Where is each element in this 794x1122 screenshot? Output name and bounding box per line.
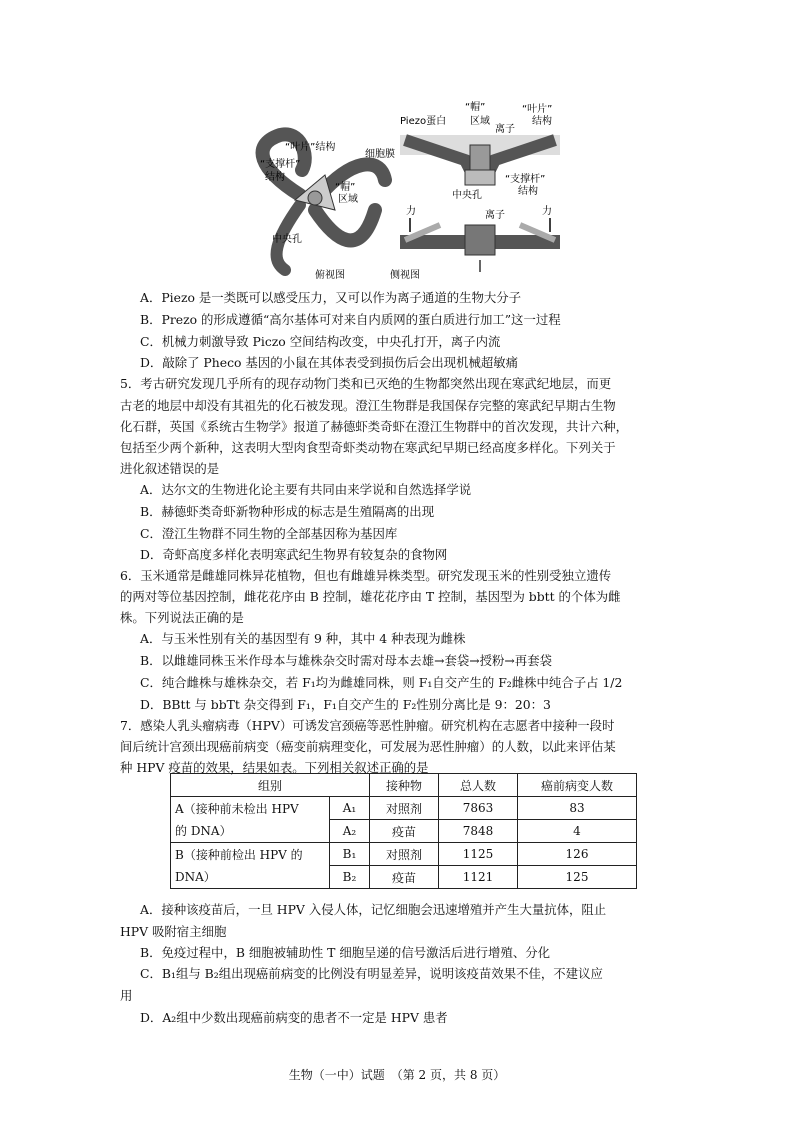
q4-option-b: B．Prezo 的形成遵循“高尔基体可对来自内质网的蛋白质进行加工”这一过程 (140, 312, 561, 327)
label-struct-1: 结构 (265, 172, 285, 183)
label-region-2: 区域 (470, 116, 490, 127)
q7-stem-line-3: 种 HPV 疫苗的效果，结果如表。下列相关叙述正确的是 (120, 760, 429, 775)
q6-option-c: C．纯合雌株与雄株杂交，若 F₁均为雌雄同株，则 F₁自交产生的 F₂雌株中纯合子占 1/2 (140, 675, 623, 690)
label-central-pore-2: 中央孔 (452, 190, 482, 201)
hpv-vaccine-table (170, 773, 637, 889)
piezo-figure (240, 100, 570, 290)
q7-stem-line-1: 7．感染人乳头瘤病毒（HPV）可诱发宫颈癌等恶性肿瘤。研究机构在志愿者中接种一段时 (120, 718, 615, 733)
lesion-cell: 83 (518, 797, 637, 820)
table-row (171, 797, 637, 820)
label-struct-2: 结构 (532, 116, 552, 127)
q5-option-d: D．奇虾高度多样化表明寒武纪生物界有较复杂的食物网 (140, 547, 448, 562)
page-footer: 生物（一中）试题 （第 2 页，共 8 页） (288, 1068, 506, 1082)
lesion-cell: 126 (518, 843, 637, 866)
group-a-line-2: 的 DNA） (175, 823, 232, 838)
agent-cell: 疫苗 (370, 866, 439, 889)
agent-cell: 对照剂 (370, 797, 439, 820)
sub-group: B₁ (330, 843, 370, 866)
label-region-1: 区域 (338, 194, 358, 205)
group-a-cell (171, 797, 330, 843)
agent-cell: 对照剂 (370, 843, 439, 866)
label-force-left: 力 (406, 206, 416, 217)
label-ion-2: 离子 (485, 210, 505, 221)
group-b-cell (171, 843, 330, 889)
label-central-pore-1: 中央孔 (272, 234, 302, 245)
q4-option-d: D．敲除了 Pheco 基因的小鼠在其体表受到损伤后会出现机械超敏痛 (140, 355, 519, 370)
header-lesion: 癌前病变人数 (518, 774, 637, 797)
q5-option-b: B．赫德虾类奇虾新物种形成的标志是生殖隔离的出现 (140, 504, 435, 519)
label-piezo-protein: Piezo蛋白 (400, 116, 447, 127)
label-leaf-2: “叶片” (522, 104, 553, 115)
header-agent: 接种物 (370, 774, 439, 797)
total-cell: 1125 (439, 843, 518, 866)
q5-option-a: A．达尔文的生物进化论主要有共同由来学说和自然选择学说 (140, 482, 472, 497)
caption-side-view: 侧视图 (390, 270, 420, 281)
label-support-rod-2: “支撑杆” (505, 174, 546, 185)
q5-stem-line-2: 古老的地层中却没有其祖先的化石被发现。澄江生物群是我国保存完整的寒武纪早期古生物 (120, 398, 616, 413)
q5-stem-line-5: 进化叙述错误的是 (120, 461, 220, 476)
q5-stem-line-3: 化石群，英国《系统古生物学》报道了赫德虾类奇虾在澄江生物群中的首次发现，共计六种， (120, 419, 629, 434)
sub-group: A₁ (330, 797, 370, 820)
q4-option-c: C．机械力刺激导致 Piczo 空间结构改变，中央孔打开，离子内流 (140, 334, 501, 349)
q5-option-c: C．澄江生物群不同生物的全部基因称为基因库 (140, 526, 398, 541)
q6-option-b: B．以雌雄同株玉米作母本与雄株杂交时需对母本去雄→套袋→授粉→再套袋 (140, 653, 552, 668)
group-b-line-1: B（接种前检出 HPV 的 (175, 847, 303, 862)
lesion-cell: 4 (518, 820, 637, 843)
q6-option-a: A．与玉米性别有关的基因型有 9 种，其中 4 种表现为雌株 (140, 631, 466, 646)
label-cell-membrane: 细胞膜 (365, 149, 395, 160)
q7-option-d: D．A₂组中少数出现癌前病变的患者不一定是 HPV 患者 (140, 1010, 448, 1025)
q7-option-a-line-1: A．接种该疫苗后，一旦 HPV 入侵人体，记忆细胞会迅速增殖并产生大量抗体，阻止 (140, 902, 607, 917)
q7-option-c-line-2: 用 (120, 988, 133, 1003)
label-cap-1: “帽” (335, 182, 356, 193)
label-support-rod-1: “支撑杆” (260, 159, 301, 170)
q7-option-b: B．免疫过程中，B 细胞被辅助性 T 细胞呈递的信号激活后进行增殖、分化 (140, 945, 551, 960)
label-leaf-1: “叶片”结构 (285, 142, 336, 153)
q5-stem-line-1: 5．考古研究发现几乎所有的现存动物门类和已灭绝的生物都突然出现在寒武纪地层，而更 (120, 376, 612, 391)
q6-stem-line-3: 株。下列说法正确的是 (120, 610, 244, 625)
agent-cell: 疫苗 (370, 820, 439, 843)
total-cell: 7848 (439, 820, 518, 843)
label-cap-2: “帽” (465, 102, 486, 113)
header-group: 组别 (171, 774, 370, 797)
label-force-right: 力 (542, 206, 552, 217)
label-struct-3: 结构 (518, 186, 538, 197)
header-total: 总人数 (439, 774, 518, 797)
group-a-line-1: A（接种前未检出 HPV (175, 801, 299, 816)
total-cell: 7863 (439, 797, 518, 820)
table-row (171, 843, 637, 866)
q7-option-c-line-1: C．B₁组与 B₂组出现癌前病变的比例没有明显差异，说明该疫苗效果不佳，不建议应 (140, 966, 603, 981)
q6-stem-line-1: 6．玉米通常是雌雄同株异花植物，但也有雌雄异株类型。研究发现玉米的性别受独立遗传 (120, 568, 612, 583)
total-cell: 1121 (439, 866, 518, 889)
q5-stem-line-4: 包括至少两个新种，这表明大型肉食型奇虾类动物在寒武纪早期已经高度多样化。下列关于 (120, 440, 616, 455)
label-ion-1: 离子 (495, 124, 515, 135)
q6-stem-line-2: 的两对等位基因控制，雌花花序由 B 控制，雄花花序由 T 控制，基因型为 bbtt 的个体为雌 (120, 589, 621, 604)
caption-top-view: 俯视图 (315, 270, 345, 281)
q4-option-a: A．Piezo 是一类既可以感受压力，又可以作为离子通道的生物大分子 (140, 290, 522, 305)
sub-group: A₂ (330, 820, 370, 843)
q7-option-a-line-2: HPV 吸附宿主细胞 (120, 924, 227, 939)
lesion-cell: 125 (518, 866, 637, 889)
side-view-drawing (400, 135, 560, 272)
q6-option-d: D．BBtt 与 bbTt 杂交得到 F₁，F₁自交产生的 F₂性别分离比是 9：20：3 (140, 697, 551, 712)
group-b-line-2: DNA） (175, 869, 216, 884)
piezo-diagram (240, 100, 570, 290)
q7-stem-line-2: 间后统计宫颈出现癌前病变（癌变前病理变化，可发展为恶性肿瘤）的人数，以此来评估某 (120, 739, 616, 754)
table-header-row (171, 774, 637, 797)
sub-group: B₂ (330, 866, 370, 889)
